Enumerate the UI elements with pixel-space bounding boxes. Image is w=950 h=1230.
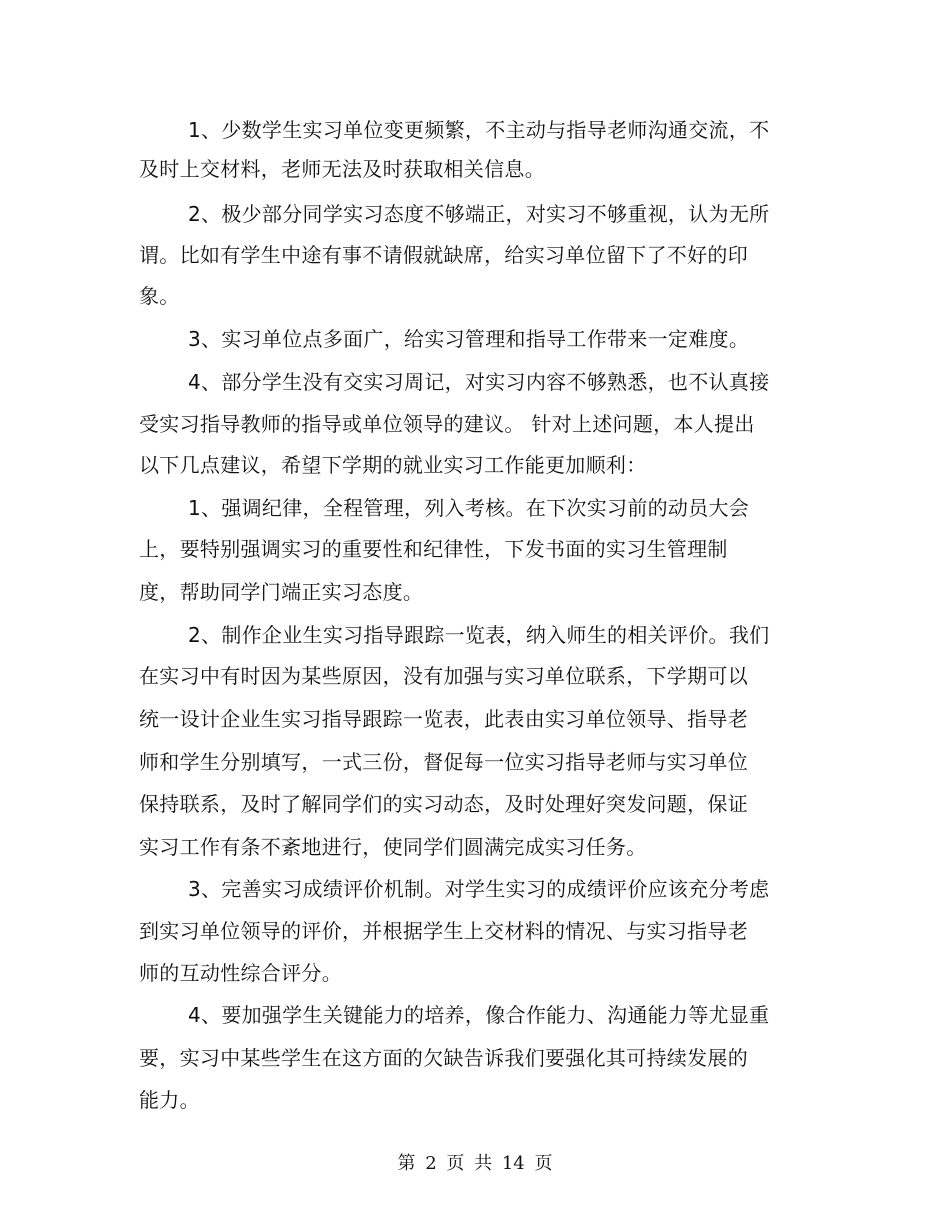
text-line: 以下几点建议，希望下学期的就业实习工作能更加顺利：	[139, 453, 647, 477]
text-line: 谓。比如有学生中途有事不请假就缺席，给实习单位留下了不好的印	[139, 243, 748, 267]
text-line: 统一设计企业生实习指导跟踪一览表，此表由实习单位领导、指导老	[139, 707, 748, 731]
page-number-footer: 第 2 页 共 14 页	[397, 1153, 553, 1174]
text-line: 度，帮助同学门端正实习态度。	[139, 580, 424, 604]
text-line: 保持联系，及时了解同学们的实习动态，及时处理好突发问题，保证	[139, 792, 748, 816]
text-line: 1、强调纪律，全程管理，列入考核。在下次实习前的动员大会	[188, 496, 750, 520]
text-line: 受实习指导教师的指导或单位领导的建议。 针对上述问题，本人提出	[139, 412, 755, 436]
text-line: 师和学生分别填写，一式三份，督促每一位实习指导老师与实习单位	[139, 750, 748, 774]
text-line: 2、制作企业生实习指导跟踪一览表，纳入师生的相关评价。我们	[188, 623, 770, 647]
text-line: 能力。	[139, 1088, 200, 1112]
text-line: 1、少数学生实习单位变更频繁，不主动与指导老师沟通交流，不	[188, 118, 770, 142]
text-line: 师的互动性综合评分。	[139, 961, 342, 985]
text-line: 上，要特别强调实习的重要性和纪律性，下发书面的实习生管理制	[139, 537, 728, 561]
text-line: 4、要加强学生关键能力的培养，像合作能力、沟通能力等尤显重	[188, 1003, 770, 1027]
text-line: 3、完善实习成绩评价机制。对学生实习的成绩评价应该充分考虑	[188, 877, 770, 901]
text-line: 2、极少部分同学实习态度不够端正，对实习不够重视，认为无所	[188, 202, 770, 226]
text-line: 在实习中有时因为某些原因，没有加强与实习单位联系，下学期可以	[139, 664, 748, 688]
text-line: 及时上交材料，老师无法及时获取相关信息。	[139, 157, 545, 181]
text-line: 象。	[139, 284, 180, 308]
text-line: 3、实习单位点多面广，给实习管理和指导工作带来一定难度。	[188, 327, 750, 351]
text-line: 要，实习中某些学生在这方面的欠缺告诉我们要强化其可持续发展的	[139, 1046, 748, 1070]
text-line: 到实习单位领导的评价，并根据学生上交材料的情况、与实习指导老	[139, 919, 748, 943]
text-line: 实习工作有条不紊地进行，使同学们圆满完成实习任务。	[139, 835, 647, 859]
text-line: 4、部分学生没有交实习周记，对实习内容不够熟悉，也不认真接	[188, 370, 770, 394]
